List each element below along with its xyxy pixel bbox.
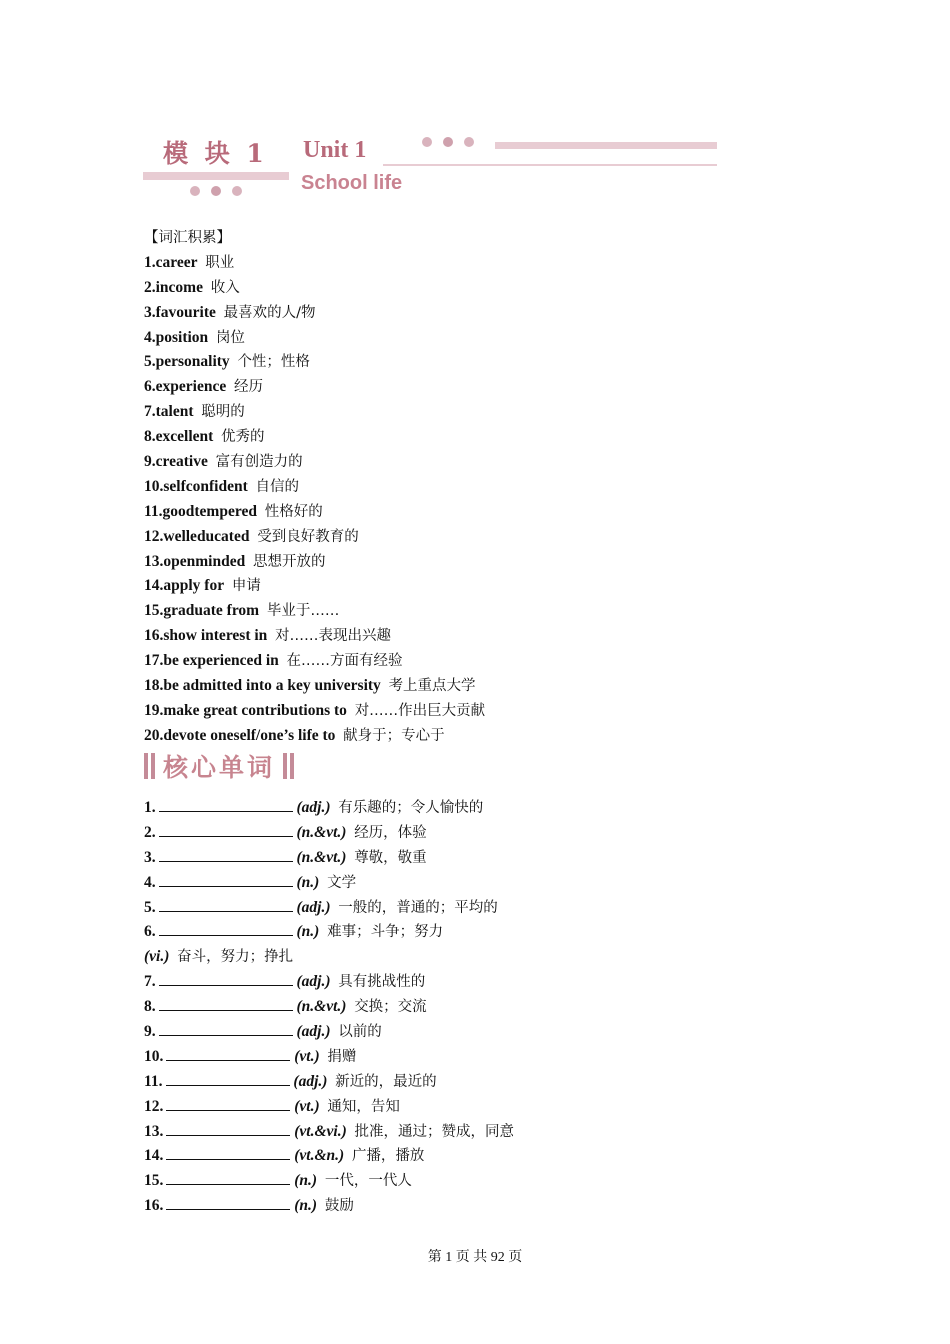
exercise-meaning: 有乐趣的；令人愉快的 [338, 800, 484, 816]
exercise-meaning: 新近的，最近的 [335, 1073, 437, 1090]
exercise-number: 5. [144, 898, 156, 916]
exercise-meaning: 以前的 [338, 1024, 382, 1041]
header-divider-left [143, 172, 289, 180]
exercise-item [144, 995, 864, 1020]
vocab-meaning: 最喜欢的人/物 [223, 304, 316, 321]
part-of-speech: (n.) [294, 1197, 318, 1215]
page-footer: 第 1 页 共 92 页 [427, 1250, 523, 1265]
banner-bar [283, 753, 287, 779]
exercise-item [144, 821, 864, 846]
part-of-speech: (adj.) [296, 973, 331, 991]
exercise-meaning: 通知，告知 [327, 1098, 400, 1115]
part-of-speech: (n.) [294, 1172, 318, 1190]
vocab-item [144, 475, 864, 500]
exercise-number: 16. [144, 1197, 164, 1215]
vocab-meaning: 富有创造力的 [215, 454, 303, 471]
vocab-item [144, 624, 864, 649]
section-heading: 【词汇积累】 [144, 230, 231, 246]
vocab-item [144, 276, 864, 301]
vocab-meaning: 在……方面有经验 [286, 653, 403, 670]
decor-dot [464, 137, 474, 147]
exercise-item [144, 896, 864, 921]
exercise-number: 12. [144, 1097, 164, 1115]
exercise-number: 1. [144, 799, 156, 816]
unit-subtitle: School life [301, 172, 403, 194]
vocab-meaning: 岗位 [215, 329, 245, 346]
vocab-item [144, 326, 864, 351]
exercise-item [144, 796, 864, 821]
exercise-item [144, 1095, 864, 1120]
part-of-speech: (vi.) [144, 948, 170, 966]
vocab-item [144, 375, 864, 400]
vocab-item [144, 699, 864, 724]
answer-blank[interactable] [159, 847, 293, 862]
vocab-meaning: 收入 [210, 279, 240, 296]
exercise-item [144, 920, 864, 945]
exercise-number: 6. [144, 923, 156, 941]
decor-dot [443, 137, 453, 147]
vocab-word: 3.favourite [144, 303, 216, 321]
exercise-item [144, 1120, 864, 1145]
core-words-banner [144, 748, 297, 784]
exercise-meaning: 捐赠 [327, 1048, 357, 1065]
vocab-item [144, 574, 864, 599]
banner-bar [290, 753, 294, 779]
vocab-word: 5.personality [144, 353, 230, 371]
vocab-word: 19.make great contributions to [144, 701, 347, 719]
exercise-item [144, 1070, 864, 1095]
part-of-speech: (adj.) [296, 898, 331, 916]
vocab-word: 11.goodtempered [144, 502, 257, 520]
exercise-meaning: 文学 [327, 874, 357, 891]
vocab-meaning: 思想开放的 [252, 553, 326, 570]
vocab-word: 9.creative [144, 453, 208, 471]
exercise-number: 3. [144, 848, 156, 866]
banner-bar [144, 753, 148, 779]
part-of-speech: (vt.&n.) [294, 1147, 345, 1165]
exercise-meaning: 鼓励 [324, 1198, 354, 1215]
vocab-meaning: 聪明的 [201, 404, 245, 421]
part-of-speech: (n.) [296, 873, 320, 891]
answer-blank[interactable] [159, 897, 293, 912]
vocab-meaning: 对……表现出兴趣 [275, 628, 392, 645]
answer-blank[interactable] [159, 797, 293, 812]
vocab-meaning: 申请 [231, 578, 261, 595]
answer-blank[interactable] [166, 1195, 290, 1210]
exercise-number: 2. [144, 823, 156, 841]
vocab-word: 4.position [144, 328, 209, 346]
vocab-word: 6.experience [144, 378, 227, 396]
exercise-meaning: 交换；交流 [354, 999, 427, 1016]
header-divider-thin [383, 164, 717, 166]
vocab-item [144, 350, 864, 375]
answer-blank[interactable] [159, 1021, 293, 1036]
vocab-item [144, 724, 864, 749]
exercise-number: 4. [144, 873, 156, 891]
answer-blank[interactable] [159, 872, 293, 887]
vocab-word: 7.talent [144, 403, 194, 421]
answer-blank[interactable] [166, 1121, 290, 1136]
vocab-word: 17.be experienced in [144, 652, 279, 670]
exercise-number: 15. [144, 1172, 164, 1190]
answer-blank[interactable] [159, 921, 293, 936]
vocab-item [144, 251, 864, 276]
exercise-meaning: 尊敬，敬重 [354, 849, 427, 866]
vocab-meaning: 毕业于…… [266, 603, 340, 620]
exercise-item [144, 1020, 864, 1045]
banner-bar [151, 753, 155, 779]
decor-dot [190, 186, 200, 196]
exercise-item [144, 1194, 864, 1219]
vocab-word: 13.openminded [144, 552, 246, 570]
answer-blank[interactable] [166, 1170, 290, 1185]
vocab-word: 16.show interest in [144, 627, 268, 645]
vocab-word: 18.be admitted into a key university [144, 677, 381, 695]
exercise-item [144, 970, 864, 995]
answer-blank[interactable] [166, 1096, 290, 1111]
exercise-meaning: 具有挑战性的 [338, 974, 426, 991]
exercise-number: 11. [144, 1072, 163, 1090]
answer-blank[interactable] [166, 1145, 290, 1160]
part-of-speech: (vt.&vi.) [294, 1122, 347, 1140]
vocab-word: 1.career [144, 253, 198, 271]
exercise-item [144, 871, 864, 896]
vocab-item [144, 525, 864, 550]
exercise-meaning: 难事；斗争；努力 [327, 924, 444, 941]
answer-blank[interactable] [159, 822, 293, 837]
exercise-meaning: 广播，播放 [351, 1148, 425, 1165]
header-divider-right [495, 142, 717, 149]
part-of-speech: (adj.) [296, 1023, 331, 1041]
exercise-meaning: 经历，体验 [354, 824, 427, 841]
vocab-item [144, 500, 864, 525]
vocab-item [144, 599, 864, 624]
vocab-meaning: 经历 [233, 379, 263, 396]
vocab-meaning: 性格好的 [264, 503, 323, 520]
exercise-meaning: 一代，一代人 [324, 1173, 412, 1190]
decor-dot [211, 186, 221, 196]
decor-dot [422, 137, 432, 147]
module-label: 模 块 1 [163, 139, 268, 168]
exercise-number: 10. [144, 1047, 164, 1065]
part-of-speech: (adj.) [296, 799, 331, 816]
vocab-word: 20.devote oneself/one’s life to [144, 726, 336, 744]
part-of-speech: (vt.) [294, 1047, 320, 1065]
exercise-item [144, 945, 864, 970]
vocab-word: 12.welleducated [144, 527, 250, 545]
vocab-meaning: 对……作出巨大贡献 [354, 702, 486, 719]
exercise-item [144, 846, 864, 871]
exercise-item [144, 1144, 864, 1169]
unit-title: Unit 1 [303, 137, 367, 163]
core-words-exercise [144, 796, 864, 1219]
part-of-speech: (vt.) [294, 1097, 320, 1115]
vocab-meaning: 自信的 [255, 478, 300, 495]
banner-title: 核心单词 [163, 753, 276, 782]
vocab-meaning: 职业 [205, 254, 235, 271]
exercise-number: 13. [144, 1122, 164, 1140]
exercise-number: 7. [144, 973, 156, 991]
vocab-item [144, 550, 864, 575]
exercise-number: 8. [144, 998, 156, 1016]
vocab-meaning: 受到良好教育的 [257, 528, 359, 545]
module-header [143, 128, 718, 200]
vocab-word: 10.selfconfident [144, 477, 248, 495]
vocab-item [144, 649, 864, 674]
vocab-section [144, 226, 864, 749]
decor-dot [232, 186, 242, 196]
exercise-meaning: 一般的，普通的；平均的 [338, 899, 498, 916]
core-list [144, 796, 864, 1219]
answer-blank[interactable] [166, 1046, 290, 1061]
vocab-item [144, 301, 864, 326]
vocab-word: 14.apply for [144, 577, 225, 595]
vocab-meaning: 个性；性格 [237, 354, 310, 371]
vocab-item [144, 400, 864, 425]
part-of-speech: (n.&vt.) [296, 848, 347, 866]
part-of-speech: (n.&vt.) [296, 998, 347, 1016]
answer-blank[interactable] [159, 971, 293, 986]
vocab-meaning: 献身于；专心于 [343, 727, 445, 744]
part-of-speech: (n.) [296, 923, 320, 941]
vocab-item [144, 450, 864, 475]
vocab-word: 2.income [144, 278, 203, 296]
exercise-number: 9. [144, 1023, 156, 1041]
vocab-meaning: 考上重点大学 [388, 678, 476, 695]
vocab-item [144, 425, 864, 450]
exercise-item [144, 1169, 864, 1194]
vocab-meaning: 优秀的 [221, 429, 265, 446]
vocab-word: 15.graduate from [144, 602, 260, 620]
answer-blank[interactable] [159, 996, 293, 1011]
exercise-meaning: 奋斗，努力；挣扎 [177, 949, 294, 966]
part-of-speech: (n.&vt.) [296, 823, 347, 841]
vocab-item [144, 674, 864, 699]
answer-blank[interactable] [166, 1071, 290, 1086]
exercise-number: 14. [144, 1147, 164, 1165]
part-of-speech: (adj.) [293, 1072, 328, 1090]
exercise-item [144, 1045, 864, 1070]
vocab-word: 8.excellent [144, 428, 214, 446]
vocab-list [144, 251, 864, 749]
exercise-meaning: 批准，通过；赞成，同意 [354, 1123, 515, 1140]
